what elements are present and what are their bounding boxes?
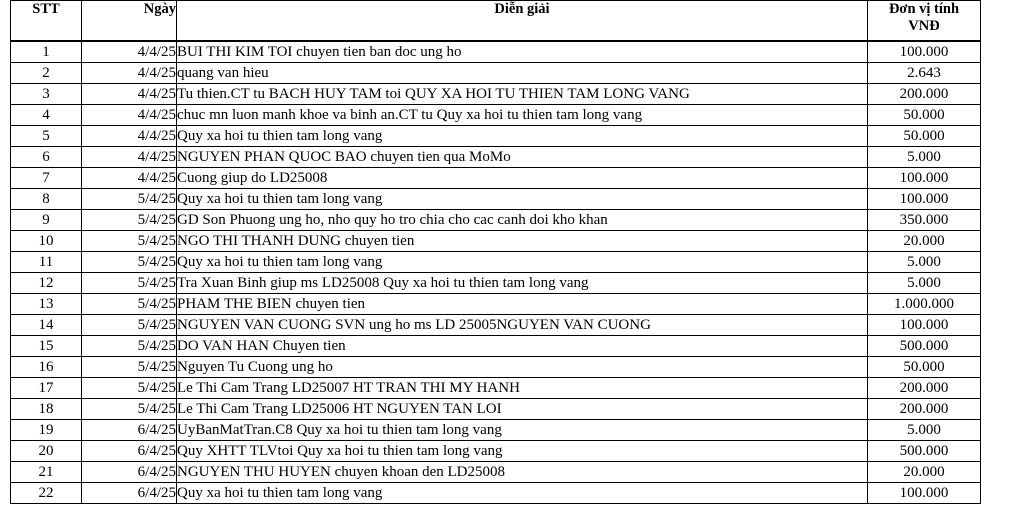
cell-amount: 100.000 (868, 482, 981, 503)
cell-date: 5/4/25 (82, 335, 177, 356)
cell-description: Nguyen Tu Cuong ung ho (177, 356, 868, 377)
cell-date: 4/4/25 (82, 167, 177, 188)
table-row (11, 356, 981, 377)
cell-date: 4/4/25 (82, 62, 177, 83)
cell-description: Quy xa hoi tu thien tam long vang (177, 251, 868, 272)
cell-amount: 2.643 (868, 62, 981, 83)
cell-stt: 16 (11, 356, 82, 377)
table-row (11, 209, 981, 230)
cell-amount: 100.000 (868, 167, 981, 188)
table-body (11, 41, 981, 504)
cell-description: Le Thi Cam Trang LD25006 HT NGUYEN TAN LOI (177, 398, 868, 419)
table-row (11, 104, 981, 125)
cell-date: 6/4/25 (82, 419, 177, 440)
table-row (11, 335, 981, 356)
cell-date: 6/4/25 (82, 461, 177, 482)
cell-amount: 1.000.000 (868, 293, 981, 314)
cell-amount: 200.000 (868, 377, 981, 398)
cell-description: Quy XHTT TLVtoi Quy xa hoi tu thien tam long vang (177, 440, 868, 461)
cell-amount: 5.000 (868, 146, 981, 167)
table-row (11, 62, 981, 83)
cell-stt: 5 (11, 125, 82, 146)
cell-stt: 11 (11, 251, 82, 272)
table-row (11, 41, 981, 63)
cell-description: Tra Xuan Binh giup ms LD25008 Quy xa hoi tu thien tam long vang (177, 272, 868, 293)
cell-stt: 1 (11, 41, 82, 63)
cell-date: 4/4/25 (82, 41, 177, 63)
header-date: Ngày (82, 1, 177, 41)
header-amount-currency: VNĐ (908, 18, 940, 34)
cell-description: Quy xa hoi tu thien tam long vang (177, 188, 868, 209)
cell-date: 4/4/25 (82, 125, 177, 146)
cell-date: 4/4/25 (82, 104, 177, 125)
table-row (11, 377, 981, 398)
table-row (11, 440, 981, 461)
cell-description: Le Thi Cam Trang LD25007 HT TRAN THI MY HANH (177, 377, 868, 398)
cell-stt: 3 (11, 83, 82, 104)
table-row (11, 293, 981, 314)
table-row (11, 83, 981, 104)
cell-stt: 22 (11, 482, 82, 503)
cell-amount: 200.000 (868, 398, 981, 419)
cell-date: 5/4/25 (82, 230, 177, 251)
cell-description: DO VAN HAN Chuyen tien (177, 335, 868, 356)
cell-date: 5/4/25 (82, 293, 177, 314)
cell-stt: 20 (11, 440, 82, 461)
cell-stt: 6 (11, 146, 82, 167)
cell-stt: 9 (11, 209, 82, 230)
cell-amount: 5.000 (868, 419, 981, 440)
cell-date: 4/4/25 (82, 146, 177, 167)
cell-description: Quy xa hoi tu thien tam long vang (177, 125, 868, 146)
cell-description: quang van hieu (177, 62, 868, 83)
header-amount (868, 1, 981, 41)
cell-date: 6/4/25 (82, 440, 177, 461)
cell-amount: 50.000 (868, 104, 981, 125)
cell-amount: 100.000 (868, 188, 981, 209)
cell-amount: 500.000 (868, 440, 981, 461)
cell-stt: 18 (11, 398, 82, 419)
cell-amount: 50.000 (868, 125, 981, 146)
cell-description: Tu thien.CT tu BACH HUY TAM toi QUY XA HOI TU THIEN TAM LONG VANG (177, 83, 868, 104)
cell-description: UyBanMatTran.C8 Quy xa hoi tu thien tam long vang (177, 419, 868, 440)
header-amount-unit: Đơn vị tính (888, 1, 960, 17)
table-row (11, 230, 981, 251)
cell-stt: 15 (11, 335, 82, 356)
cell-date: 5/4/25 (82, 209, 177, 230)
cell-date: 5/4/25 (82, 314, 177, 335)
cell-description: NGUYEN PHAN QUOC BAO chuyen tien qua MoMo (177, 146, 868, 167)
cell-stt: 12 (11, 272, 82, 293)
cell-stt: 17 (11, 377, 82, 398)
cell-description: NGUYEN VAN CUONG SVN ung ho ms LD 25005NGUYEN VAN CUONG (177, 314, 868, 335)
cell-date: 6/4/25 (82, 482, 177, 503)
cell-description: GD Son Phuong ung ho, nho quy ho tro chia cho cac canh doi kho khan (177, 209, 868, 230)
header-stt: STT (11, 1, 82, 41)
cell-description: Cuong giup do LD25008 (177, 167, 868, 188)
cell-description: NGUYEN THU HUYEN chuyen khoan den LD25008 (177, 461, 868, 482)
cell-stt: 7 (11, 167, 82, 188)
cell-description: PHAM THE BIEN chuyen tien (177, 293, 868, 314)
cell-date: 5/4/25 (82, 188, 177, 209)
donations-table (10, 0, 981, 504)
cell-date: 5/4/25 (82, 398, 177, 419)
cell-stt: 13 (11, 293, 82, 314)
cell-amount: 5.000 (868, 251, 981, 272)
cell-amount: 20.000 (868, 230, 981, 251)
cell-description: NGO THI THANH DUNG chuyen tien (177, 230, 868, 251)
cell-amount: 20.000 (868, 461, 981, 482)
cell-stt: 2 (11, 62, 82, 83)
table-row (11, 167, 981, 188)
cell-amount: 200.000 (868, 83, 981, 104)
cell-amount: 50.000 (868, 356, 981, 377)
cell-date: 5/4/25 (82, 377, 177, 398)
cell-amount: 100.000 (868, 41, 981, 63)
cell-amount: 100.000 (868, 314, 981, 335)
cell-date: 4/4/25 (82, 83, 177, 104)
table-row (11, 146, 981, 167)
cell-date: 5/4/25 (82, 356, 177, 377)
cell-date: 5/4/25 (82, 272, 177, 293)
cell-description: chuc mn luon manh khoe va binh an.CT tu Quy xa hoi tu thien tam long vang (177, 104, 868, 125)
cell-stt: 19 (11, 419, 82, 440)
table-header (11, 1, 981, 41)
header-description: Diễn giải (177, 1, 868, 41)
cell-description: BUI THI KIM TOI chuyen tien ban doc ung ho (177, 41, 868, 63)
cell-amount: 350.000 (868, 209, 981, 230)
table-row (11, 188, 981, 209)
cell-stt: 21 (11, 461, 82, 482)
table-row (11, 251, 981, 272)
table-row (11, 125, 981, 146)
cell-stt: 4 (11, 104, 82, 125)
table-row (11, 482, 981, 503)
table-row (11, 398, 981, 419)
header-row (11, 1, 981, 41)
cell-amount: 5.000 (868, 272, 981, 293)
cell-stt: 10 (11, 230, 82, 251)
cell-description: Quy xa hoi tu thien tam long vang (177, 482, 868, 503)
table-row (11, 272, 981, 293)
table-row (11, 314, 981, 335)
cell-stt: 14 (11, 314, 82, 335)
table-row (11, 461, 981, 482)
cell-stt: 8 (11, 188, 82, 209)
cell-amount: 500.000 (868, 335, 981, 356)
table-row (11, 419, 981, 440)
cell-date: 5/4/25 (82, 251, 177, 272)
